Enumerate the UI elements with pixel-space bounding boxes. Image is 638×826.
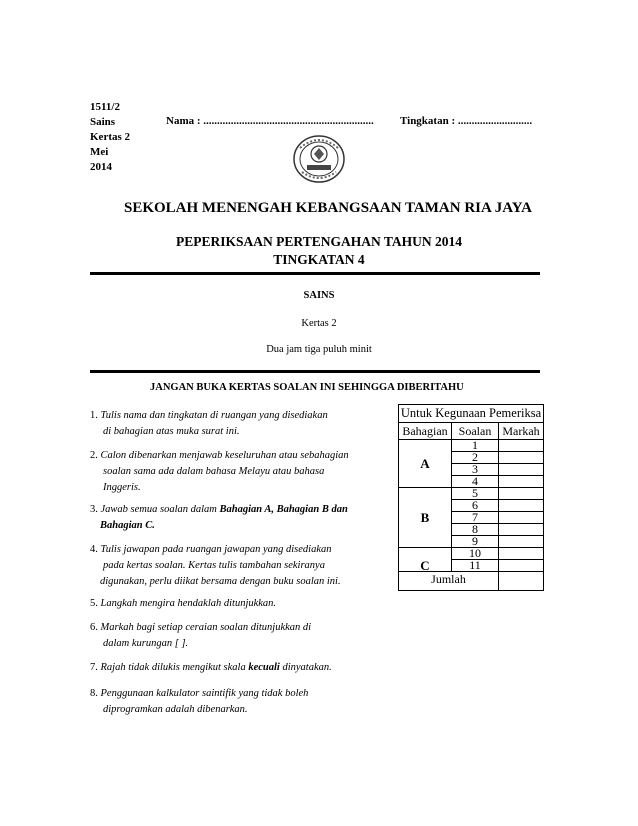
paper-number: Kertas 2: [90, 131, 131, 143]
section-c-label: C: [399, 548, 452, 572]
marks-cell[interactable]: [499, 524, 544, 536]
section-b-label: B: [399, 488, 452, 548]
col-section-header: Bahagian: [399, 423, 452, 440]
instruction-number: 1.: [90, 410, 98, 421]
marks-cell[interactable]: [499, 512, 544, 524]
instruction-2: [90, 448, 349, 496]
question-number: 6: [452, 500, 499, 512]
subject-title: SAINS: [303, 290, 335, 301]
question-number: 3: [452, 464, 499, 476]
instruction-4: [90, 542, 341, 590]
instruction-number: 7.: [90, 662, 98, 673]
instruction-line: Calon dibenarkan menjawab keseluruhan atau sebahagian: [100, 450, 349, 461]
instruction-line: Rajah tidak dilukis mengikut skala: [100, 662, 249, 673]
instruction-line: dinyatakan.: [279, 662, 332, 673]
marks-cell[interactable]: [499, 476, 544, 488]
marks-cell[interactable]: [499, 500, 544, 512]
top-divider: [90, 272, 540, 275]
instruction-line: dalam kurungan [ ].: [103, 638, 189, 649]
form-field[interactable]: Tingkatan : ...........................: [400, 115, 533, 127]
instruction-bold: kecuali: [248, 662, 280, 673]
form-title: TINGKATAN 4: [273, 252, 365, 267]
question-number: 4: [452, 476, 499, 488]
question-number: 9: [452, 536, 499, 548]
instruction-bold: Bahagian A, Bahagian B dan: [219, 504, 348, 515]
instruction-3: [90, 502, 348, 534]
instruction-6: [90, 620, 311, 652]
instruction-number: 6.: [90, 622, 98, 633]
name-field[interactable]: Nama : ..............................................................: [166, 115, 374, 127]
instruction-line: Penggunaan kalkulator saintifik yang tidak boleh: [100, 688, 309, 699]
question-number: 10: [452, 548, 499, 560]
school-name: SEKOLAH MENENGAH KEBANGSAAN TAMAN RIA JAYA: [124, 200, 532, 216]
instruction-8: [90, 686, 308, 718]
instruction-line: diprogramkan adalah dibenarkan.: [103, 704, 248, 715]
duration: Dua jam tiga puluh minit: [266, 344, 372, 355]
marks-cell[interactable]: [499, 464, 544, 476]
question-number: 8: [452, 524, 499, 536]
warning-text: JANGAN BUKA KERTAS SOALAN INI SEHINGGA DIBERITAHU: [150, 382, 464, 393]
instruction-line: Markah bagi setiap ceraian soalan ditunjukkan di: [100, 622, 312, 633]
section-a-label: A: [399, 440, 452, 488]
instruction-line: Tulis nama dan tingkatan di ruangan yang disediakan: [100, 410, 328, 421]
marks-cell[interactable]: [499, 548, 544, 560]
instruction-number: 4.: [90, 544, 98, 555]
exam-title: PEPERIKSAAN PERTENGAHAN TAHUN 2014: [176, 234, 462, 249]
table-title: Untuk Kegunaan Pemeriksa: [399, 405, 544, 423]
question-number: 5: [452, 488, 499, 500]
paper-title: Kertas 2: [301, 318, 337, 329]
question-number: 7: [452, 512, 499, 524]
instruction-number: 2.: [90, 450, 98, 461]
instruction-line: Tulis jawapan pada ruangan jawapan yang disediakan: [100, 544, 332, 555]
examiner-table: [398, 404, 544, 591]
instruction-line: soalan sama ada dalam bahasa Melayu atau bahasa: [103, 466, 325, 477]
paper-month: Mei: [90, 146, 109, 158]
instruction-line: di bahagian atas muka surat ini.: [103, 426, 240, 437]
instruction-line: digunakan, perlu diikat bersama dengan buku soalan ini.: [100, 576, 341, 587]
paper-subject: Sains: [90, 116, 116, 128]
marks-cell[interactable]: [499, 440, 544, 452]
marks-cell[interactable]: [499, 536, 544, 548]
instruction-number: 8.: [90, 688, 98, 699]
instruction-number: 5.: [90, 598, 98, 609]
instruction-line: pada kertas soalan. Kertas tulis tambahan sekiranya: [103, 560, 325, 571]
total-marks-cell[interactable]: [499, 572, 544, 591]
instruction-5: [90, 596, 276, 612]
instruction-line: Jawab semua soalan dalam: [100, 504, 220, 515]
col-question-header: Soalan: [452, 423, 499, 440]
question-number: 1: [452, 440, 499, 452]
instruction-line: Inggeris.: [103, 482, 141, 493]
total-label: Jumlah: [399, 572, 499, 591]
bottom-divider: [90, 370, 540, 373]
instruction-1: [90, 408, 328, 440]
col-marks-header: Markah: [499, 423, 544, 440]
paper-code: 1511/2: [90, 101, 120, 113]
question-number: 2: [452, 452, 499, 464]
question-number: 11: [452, 560, 499, 572]
marks-cell[interactable]: [499, 488, 544, 500]
instruction-bold: Bahagian C.: [100, 520, 155, 531]
instruction-line: Langkah mengira hendaklah ditunjukkan.: [100, 598, 277, 609]
marks-cell[interactable]: [499, 560, 544, 572]
school-logo: [292, 134, 346, 184]
instruction-number: 3.: [90, 504, 98, 515]
marks-cell[interactable]: [499, 452, 544, 464]
instruction-7: [90, 660, 332, 676]
paper-year: 2014: [90, 161, 112, 173]
